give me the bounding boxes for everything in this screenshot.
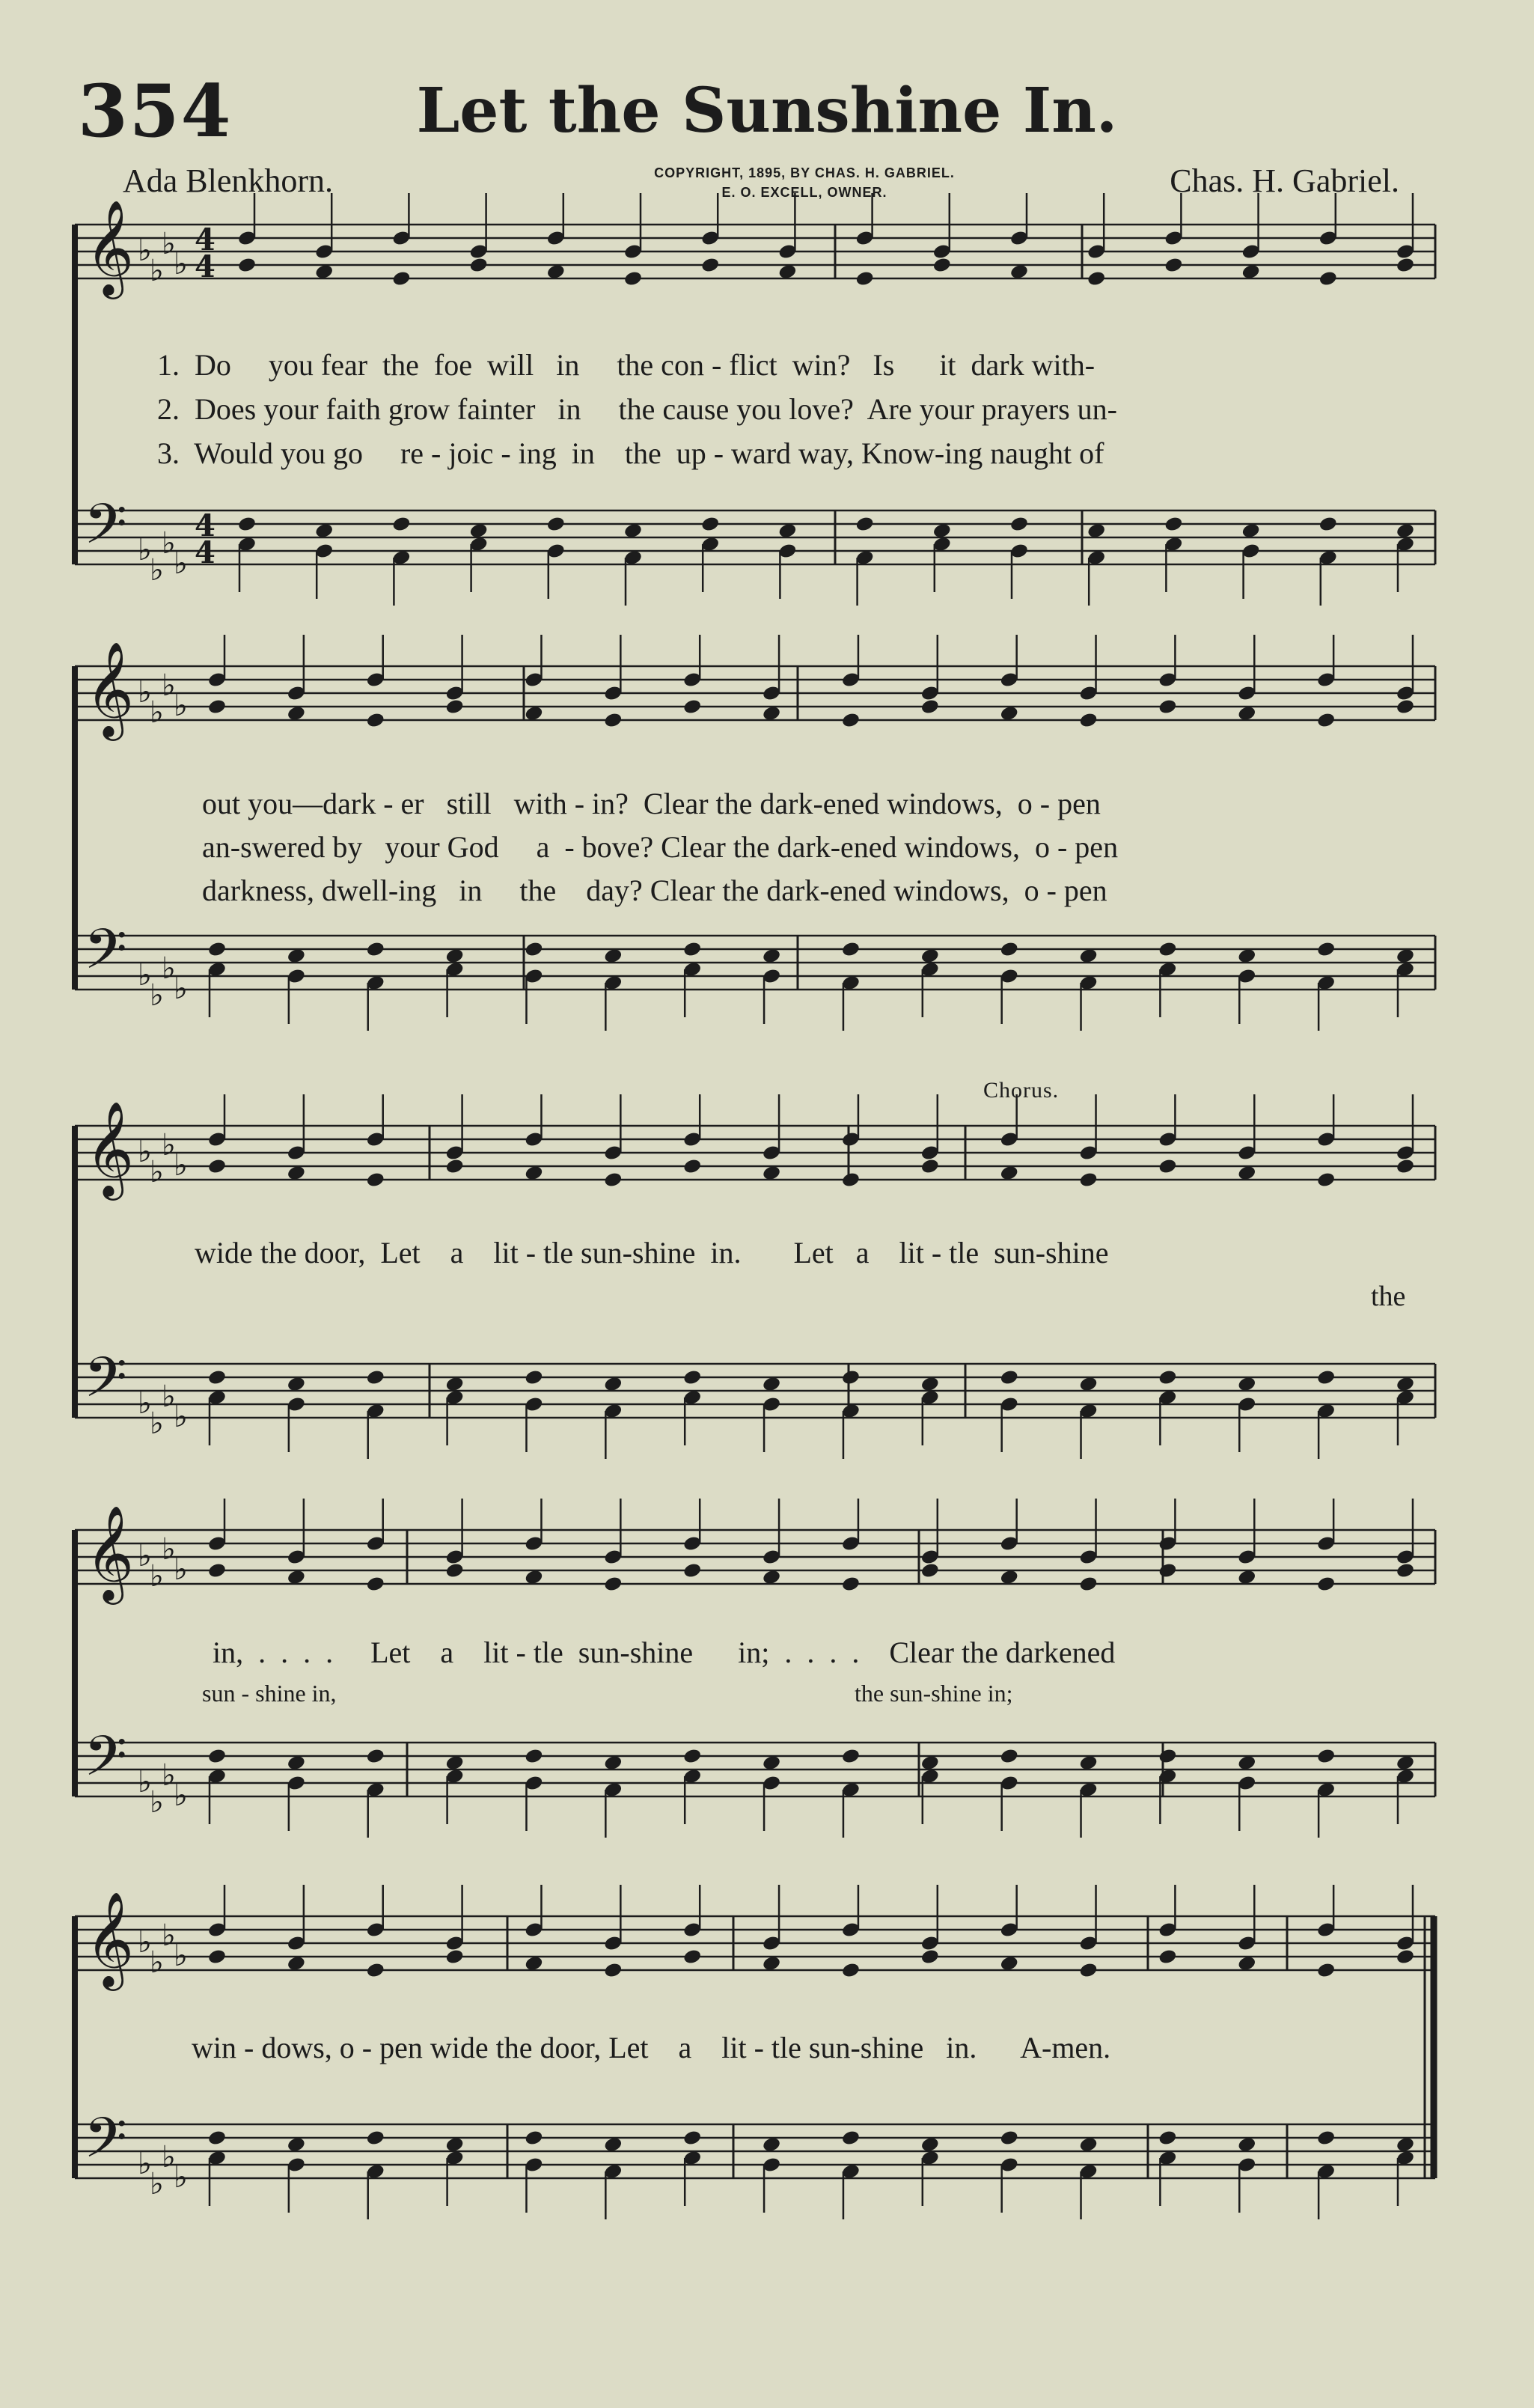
lyric-s1-verse2: 2. Does your faith grow fainter in the cause you love? Are your prayers un- (157, 392, 1117, 426)
flat-sign: ♭ (162, 526, 176, 561)
time-signature: 4 (195, 508, 216, 543)
flat-sign: ♭ (150, 695, 164, 730)
note-head (920, 1562, 940, 1579)
chorus-label: Chorus. (983, 1078, 1060, 1103)
note-head (445, 698, 465, 716)
note-head (1316, 712, 1336, 729)
flat-sign: ♭ (150, 1155, 164, 1189)
treble-clef: 𝄞 (85, 1891, 135, 1987)
flat-sign: ♭ (138, 1765, 152, 1799)
note-head (1396, 1158, 1415, 1175)
note-head (1316, 1576, 1336, 1593)
note-head (207, 1158, 227, 1175)
note-head (366, 1369, 385, 1386)
flat-sign: ♭ (162, 1380, 176, 1414)
copyright-line-2: E. O. EXCELL, OWNER. (721, 185, 887, 200)
treble-clef: 𝄞 (85, 641, 135, 737)
note-head (603, 1962, 623, 1979)
note-head (524, 941, 543, 958)
note-head (682, 1948, 702, 1966)
note-head (546, 516, 566, 533)
note-head (366, 2130, 385, 2147)
note-head (1318, 516, 1338, 533)
flat-sign: ♭ (162, 1918, 176, 1953)
flat-sign: ♭ (150, 553, 164, 588)
flat-sign: ♭ (174, 1552, 188, 1587)
flat-sign: ♭ (174, 972, 188, 1006)
note-head (1158, 1948, 1177, 1966)
lyric-s2-verse3: darkness, dwell-ing in the day? Clear the dark-ened windows, o - pen (202, 874, 1107, 907)
lyric-s2-verse1: out you—dark - er still with - in? Clear the dark-ened windows, o - pen (202, 787, 1101, 820)
flat-sign: ♭ (174, 247, 188, 281)
lyric-s1-verse1: 1. Do you fear the foe will in the con - flict win? Is it dark with- (157, 348, 1096, 382)
note-head (1316, 1171, 1336, 1189)
time-signature: 4 (195, 535, 216, 570)
note-head (920, 1948, 940, 1966)
hymn-title: Let the Sunshine In. (416, 75, 1118, 147)
note-head (391, 516, 411, 533)
note-head (1078, 712, 1098, 729)
note-head (207, 1562, 227, 1579)
note-head (1158, 1562, 1177, 1579)
note-head (366, 1962, 385, 1979)
lyric-s5: win - dows, o - pen wide the door, Let a lit - tle sun-shine in. A-men. (192, 2031, 1111, 2064)
note-head (682, 1158, 702, 1175)
note-head (682, 2130, 702, 2147)
lyric-s4-alto-1: sun - shine in, (202, 1680, 337, 1707)
note-head (841, 1576, 861, 1593)
note-head (524, 1369, 543, 1386)
note-head (682, 1748, 702, 1765)
note-head (603, 1576, 623, 1593)
flat-sign: ♭ (162, 2140, 176, 2174)
note-head (603, 1171, 623, 1189)
flat-sign: ♭ (162, 227, 176, 261)
bass-clef: 𝄢 (84, 1724, 127, 1802)
note-head (366, 1576, 385, 1593)
flat-sign: ♭ (150, 1559, 164, 1594)
note-head (207, 941, 227, 958)
note-head (841, 1369, 861, 1386)
flat-sign: ♭ (174, 1148, 188, 1183)
flat-sign: ♭ (138, 2147, 152, 2181)
note-head (1158, 1748, 1177, 1765)
flat-sign: ♭ (174, 546, 188, 581)
flat-sign: ♭ (150, 1945, 164, 1980)
flat-sign: ♭ (138, 675, 152, 710)
note-head (445, 1562, 465, 1579)
note-head (700, 257, 720, 274)
note-head (855, 516, 875, 533)
flat-sign: ♭ (174, 1939, 188, 1973)
note-head (524, 2130, 543, 2147)
note-head (207, 2130, 227, 2147)
bass-clef: 𝄢 (84, 1345, 127, 1424)
note-head (1396, 1948, 1415, 1966)
bass-clef: 𝄢 (84, 917, 127, 996)
note-head (469, 257, 489, 274)
bass-clef: 𝄢 (84, 492, 127, 570)
note-head (1000, 2130, 1019, 2147)
note-head (841, 712, 861, 729)
flat-sign: ♭ (138, 533, 152, 567)
note-head (366, 941, 385, 958)
note-head (1164, 257, 1183, 274)
note-head (207, 1948, 227, 1966)
flat-sign: ♭ (138, 1386, 152, 1421)
flat-sign: ♭ (150, 1785, 164, 1820)
note-head (237, 257, 257, 274)
note-head (1158, 2130, 1177, 2147)
note-head (1316, 1748, 1336, 1765)
note-head (1396, 1562, 1415, 1579)
note-head (1396, 257, 1415, 274)
note-head (603, 712, 623, 729)
flat-sign: ♭ (150, 2167, 164, 2201)
treble-clef: 𝄞 (85, 199, 135, 295)
flat-sign: ♭ (138, 234, 152, 268)
note-head (1318, 270, 1338, 287)
note-head (1078, 1962, 1098, 1979)
note-head (920, 1158, 940, 1175)
note-head (841, 1748, 861, 1765)
note-head (841, 1171, 861, 1189)
note-head (932, 257, 952, 274)
treble-clef: 𝄞 (85, 1505, 135, 1600)
note-head (855, 270, 875, 287)
note-head (1158, 698, 1177, 716)
flat-sign: ♭ (138, 1925, 152, 1960)
note-head (1316, 1962, 1336, 1979)
flat-sign: ♭ (138, 1539, 152, 1573)
note-head (1316, 2130, 1336, 2147)
flat-sign: ♭ (162, 668, 176, 703)
note-head (1158, 941, 1177, 958)
note-head (841, 2130, 861, 2147)
flat-sign: ♭ (174, 1400, 188, 1434)
note-head (207, 698, 227, 716)
note-head (1000, 1748, 1019, 1765)
lyric-s4-alto-2: the sun-shine in; (855, 1680, 1013, 1707)
note-head (445, 1158, 465, 1175)
note-head (1316, 1369, 1336, 1386)
note-head (1164, 516, 1183, 533)
note-head (1078, 1171, 1098, 1189)
note-head (366, 1171, 385, 1189)
flat-sign: ♭ (162, 1128, 176, 1162)
note-head (1158, 1158, 1177, 1175)
note-head (1078, 1576, 1098, 1593)
flat-sign: ♭ (174, 2160, 188, 2195)
note-head (391, 270, 411, 287)
hymn-number: 354 (78, 69, 233, 153)
note-head (700, 516, 720, 533)
note-head (1316, 941, 1336, 958)
note-head (445, 1948, 465, 1966)
treble-clef: 𝄞 (85, 1100, 135, 1196)
flat-sign: ♭ (150, 254, 164, 288)
lyric-s1-verse3: 3. Would you go re - joic - ing in the up - ward way, Know-ing naught of (157, 436, 1104, 470)
lyric-s4: in, . . . . Let a lit - tle sun-shine in; . . . . Clear the darkened (213, 1636, 1116, 1669)
flat-sign: ♭ (162, 1532, 176, 1567)
flat-sign: ♭ (174, 1778, 188, 1813)
lyric-s2-verse2: an-swered by your God a - bove? Clear the dark-ened windows, o - pen (202, 830, 1119, 864)
copyright-line-1: COPYRIGHT, 1895, BY CHAS. H. GABRIEL. (654, 165, 955, 180)
note-head (207, 1369, 227, 1386)
note-head (366, 1748, 385, 1765)
note-head (920, 698, 940, 716)
note-head (1000, 1369, 1019, 1386)
note-head (841, 941, 861, 958)
note-head (366, 712, 385, 729)
note-head (682, 698, 702, 716)
flat-sign: ♭ (162, 951, 176, 986)
lyric-s3-alto: the (1371, 1281, 1406, 1312)
flat-sign: ♭ (150, 1406, 164, 1441)
note-head (207, 1748, 227, 1765)
note-head (682, 1369, 702, 1386)
flat-sign: ♭ (162, 1758, 176, 1793)
flat-sign: ♭ (138, 958, 152, 993)
note-head (524, 1748, 543, 1765)
note-head (1396, 698, 1415, 716)
note-head (623, 270, 643, 287)
note-head (1087, 270, 1106, 287)
note-head (237, 516, 257, 533)
author: Ada Blenkhorn. (123, 162, 334, 199)
note-head (841, 1962, 861, 1979)
flat-sign: ♭ (138, 1135, 152, 1169)
composer: Chas. H. Gabriel. (1170, 162, 1399, 199)
time-signature: 4 (195, 222, 216, 257)
note-head (1009, 516, 1029, 533)
note-head (1000, 941, 1019, 958)
note-head (1158, 1369, 1177, 1386)
note-head (682, 1562, 702, 1579)
flat-sign: ♭ (150, 978, 164, 1013)
flat-sign: ♭ (174, 689, 188, 723)
lyric-s3: wide the door, Let a lit - tle sun-shine in. Let a lit - tle sun-shine (195, 1236, 1109, 1269)
note-head (682, 941, 702, 958)
time-signature: 4 (195, 249, 216, 284)
bass-clef: 𝄢 (84, 2106, 127, 2184)
